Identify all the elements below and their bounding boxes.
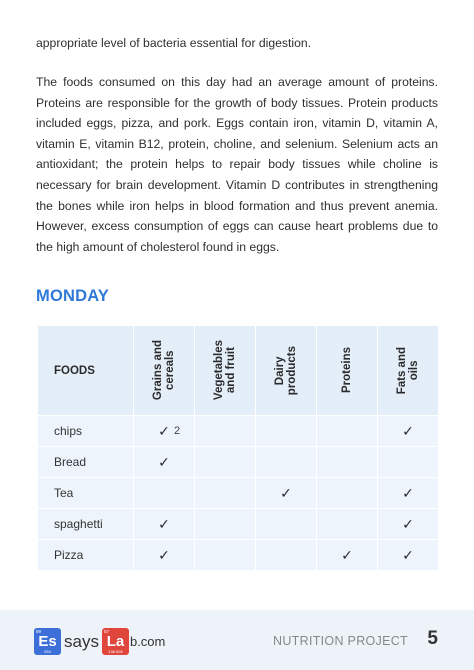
food-name: Pizza: [38, 540, 134, 571]
check-icon: ✓: [158, 422, 170, 439]
tile-symbol: La: [106, 633, 125, 650]
cell-grains: [134, 540, 195, 571]
check-icon: ✓: [280, 484, 292, 501]
logo-tile-es: [34, 628, 61, 655]
header-proteins: [317, 326, 378, 416]
cell-dairy: [256, 540, 317, 571]
paragraph-1: appropriate level of bacteria essential for digestion.: [36, 36, 312, 50]
header-label: Grains and cereals: [152, 340, 176, 401]
cell-vegetables: [195, 509, 256, 540]
page-number: 5: [427, 628, 438, 649]
food-name: spaghetti: [38, 509, 134, 540]
food-name: chips: [38, 416, 134, 447]
header-label: Proteins: [341, 347, 353, 394]
table-row: [38, 509, 439, 540]
tile-symbol: Es: [38, 633, 57, 650]
tile-subtext: 254: [44, 649, 51, 654]
table-header-row: [38, 326, 439, 416]
cell-fats: [378, 447, 439, 478]
header-label: Dairy products: [274, 345, 298, 396]
check-icon: ✓: [402, 515, 414, 532]
tile-number: 99: [36, 629, 42, 634]
tile-subtext: 138.905: [108, 649, 123, 654]
cell-dairy: [256, 447, 317, 478]
cell-proteins: [317, 509, 378, 540]
check-icon: ✓: [158, 546, 170, 563]
table-row: [38, 416, 439, 447]
cell-fats: [378, 478, 439, 509]
table-row: [38, 447, 439, 478]
cell-fats: [378, 540, 439, 571]
check-icon: ✓: [402, 484, 414, 501]
cell-grains: [134, 478, 195, 509]
page-footer: [0, 610, 474, 670]
cell-fats: [378, 416, 439, 447]
cell-dairy: [256, 416, 317, 447]
cell-note: 2: [174, 425, 181, 437]
cell-grains: [134, 447, 195, 478]
header-fats-oils: [378, 326, 439, 416]
cell-grains: [134, 509, 195, 540]
food-groups-table: [37, 325, 439, 571]
check-icon: ✓: [158, 515, 170, 532]
check-icon: ✓: [341, 546, 353, 563]
header-label: Vegetables and fruit: [213, 340, 237, 401]
logo-word-says: says: [64, 631, 99, 651]
paragraph-2: The foods consumed on this day had an average amount of proteins. Proteins are responsible for the growth of body tissues. Protein products included eggs, pizza, and pork. Eggs contain iron, vitamin D, vitamin A, vitamin E, vitamin B12, protein, choline, and selenium. Selenium acts an antioxidant; the protein helps to repair body tissues while choline is necessary for brain development. Vitamin D contributes in strengthening the bones while iron helps in blood formation and thus prevent anemia. However, excess consumption of eggs can cause heart problems due to the high amount of cholesterol found in eggs.: [36, 75, 438, 254]
cell-proteins: [317, 478, 378, 509]
section-heading: MONDAY: [36, 287, 110, 305]
header-label: Fats and oils: [396, 346, 420, 395]
project-label: NUTRITION PROJECT: [273, 634, 408, 648]
header-foods: FOODS: [38, 326, 134, 416]
check-icon: ✓: [402, 546, 414, 563]
table-row: [38, 540, 439, 571]
cell-proteins: [317, 540, 378, 571]
cell-vegetables: [195, 416, 256, 447]
check-icon: ✓: [158, 453, 170, 470]
logo-tile-la: [102, 628, 129, 655]
essayslab-logo[interactable]: [34, 628, 168, 655]
cell-vegetables: [195, 447, 256, 478]
check-icon: ✓: [402, 422, 414, 439]
cell-dairy: [256, 478, 317, 509]
header-vegetables-fruit: [195, 326, 256, 416]
cell-vegetables: [195, 478, 256, 509]
cell-proteins: [317, 416, 378, 447]
cell-fats: [378, 509, 439, 540]
tile-number: 57: [103, 629, 109, 634]
table-row: [38, 478, 439, 509]
header-dairy-products: [256, 326, 317, 416]
header-grains-cereals: [134, 326, 195, 416]
food-name: Bread: [38, 447, 134, 478]
cell-grains: [134, 416, 195, 447]
logo-word-bcom: b.com: [129, 634, 166, 649]
food-name: Tea: [38, 478, 134, 509]
cell-dairy: [256, 509, 317, 540]
cell-vegetables: [195, 540, 256, 571]
cell-proteins: [317, 447, 378, 478]
